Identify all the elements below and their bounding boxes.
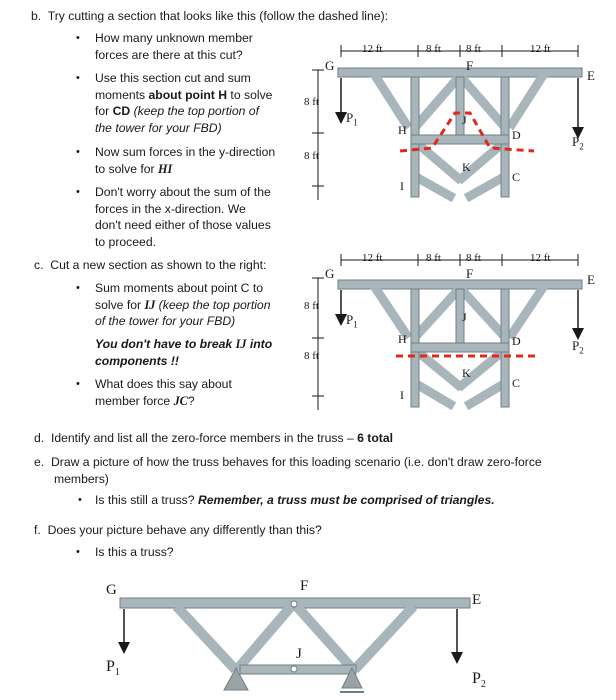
node-label-g: G (325, 266, 335, 281)
bullet: • (76, 146, 80, 158)
node-label-i: I (400, 179, 404, 193)
node-label-j: J (296, 646, 302, 662)
load-label-p2: $P_2$ (572, 338, 584, 356)
height-label: 8 ft (304, 96, 319, 108)
truss-diagram-2 (312, 254, 582, 410)
section-f: f. Does your picture behave any differently than this? (34, 523, 322, 537)
bullet: • (76, 378, 80, 390)
height-label: 8 ft (304, 300, 319, 312)
member (462, 78, 502, 124)
bullet: • (76, 32, 80, 44)
section-d: d. Identify and list all the zero-force members in the truss – 6 total (34, 431, 394, 445)
member (418, 385, 450, 404)
load-label-p1: $P_1$ (346, 312, 358, 330)
b-bullet-1: How many unknown member forces are there at this cut? (95, 31, 253, 62)
f-bullet: Is this a truss? (95, 545, 174, 559)
load-label-p2: $P_2$ (472, 670, 486, 691)
node-label-c: C (512, 170, 521, 184)
bullet: • (76, 546, 80, 558)
member (512, 77, 542, 124)
load-label-p1: $P_1$ (346, 110, 358, 128)
dim-label: 8 ft (426, 252, 441, 264)
node-label-d: D (512, 334, 521, 348)
load-label-p1: $P_1$ (106, 658, 120, 679)
node-label-e: E (587, 68, 595, 83)
bullet: • (78, 494, 82, 506)
member (358, 610, 410, 666)
member (376, 77, 406, 124)
bullet: • (76, 186, 80, 198)
height-label: 8 ft (304, 350, 319, 362)
member (418, 78, 458, 124)
section-e: e. Draw a picture of how the truss behaves for this loading scenario (i.e. don't draw zero-force members) (34, 455, 542, 486)
bullet: • (76, 72, 80, 84)
dim-label: 12 ft (530, 43, 551, 55)
member (376, 289, 406, 334)
member (180, 610, 232, 666)
section-c-heading: c. Cut a new section as shown to the right: (34, 258, 267, 272)
node-label-c: C (512, 376, 521, 390)
bottom-chord (240, 665, 356, 674)
center-post (456, 77, 464, 143)
node-label-e: E (587, 272, 595, 287)
member (512, 289, 542, 334)
height-label: 8 ft (304, 150, 319, 162)
node-label-f: F (466, 58, 474, 73)
truss-diagram-3 (120, 598, 470, 692)
node-label-i: I (400, 388, 404, 402)
c-bullet-1: Sum moments about point C to solve for IJ (keep the top portion of the tower for your FBD) (95, 281, 271, 328)
dim-label: 8 ft (466, 43, 481, 55)
b-bullet-2: Use this section cut and sum moments about point H to solve for CD (keep the top portion of the tower for your FBD) (95, 71, 273, 135)
dim-label: 12 ft (530, 252, 551, 264)
b-bullet-3: Now sum forces in the y-direction to solve for HI (95, 145, 276, 176)
node-label-d: D (512, 128, 521, 142)
node-label-k: K (462, 366, 471, 380)
member (462, 290, 502, 334)
node-label-e: E (472, 592, 482, 608)
node-label-g: G (106, 582, 117, 598)
middle-chord (411, 135, 509, 144)
node-label-f: F (466, 266, 474, 281)
member (470, 178, 502, 196)
dim-label: 8 ft (426, 43, 441, 55)
node-label-g: G (325, 58, 335, 73)
c-bullet-2: What does this say about member force JC? (95, 377, 232, 408)
node-label-h: H (398, 123, 407, 137)
e-bullet: Is this still a truss? Remember, a truss must be comprised of triangles. (95, 493, 495, 507)
node-label-k: K (462, 160, 471, 174)
section-b-heading: b. Try cutting a section that looks like this (follow the dashed line): (31, 9, 389, 23)
b-bullet-4: Don't worry about the sum of the forces in the x-direction. We don't need either of those values to proceed. (95, 185, 271, 249)
member (418, 178, 450, 196)
member (300, 610, 350, 666)
bullet: • (76, 282, 80, 294)
node-label-f: F (300, 578, 309, 594)
dim-label: 12 ft (362, 43, 383, 55)
member (240, 610, 288, 666)
c-note: You don't have to break IJ into components !! (95, 337, 273, 368)
middle-chord (411, 343, 509, 352)
node-label-j: J (462, 310, 467, 324)
node-label-j: J (462, 113, 467, 127)
load-label-p2: $P_2$ (572, 134, 584, 152)
node-label-h: H (398, 332, 407, 346)
dim-label: 8 ft (466, 252, 481, 264)
member (470, 385, 502, 404)
member (418, 290, 458, 334)
dim-label: 12 ft (362, 252, 383, 264)
